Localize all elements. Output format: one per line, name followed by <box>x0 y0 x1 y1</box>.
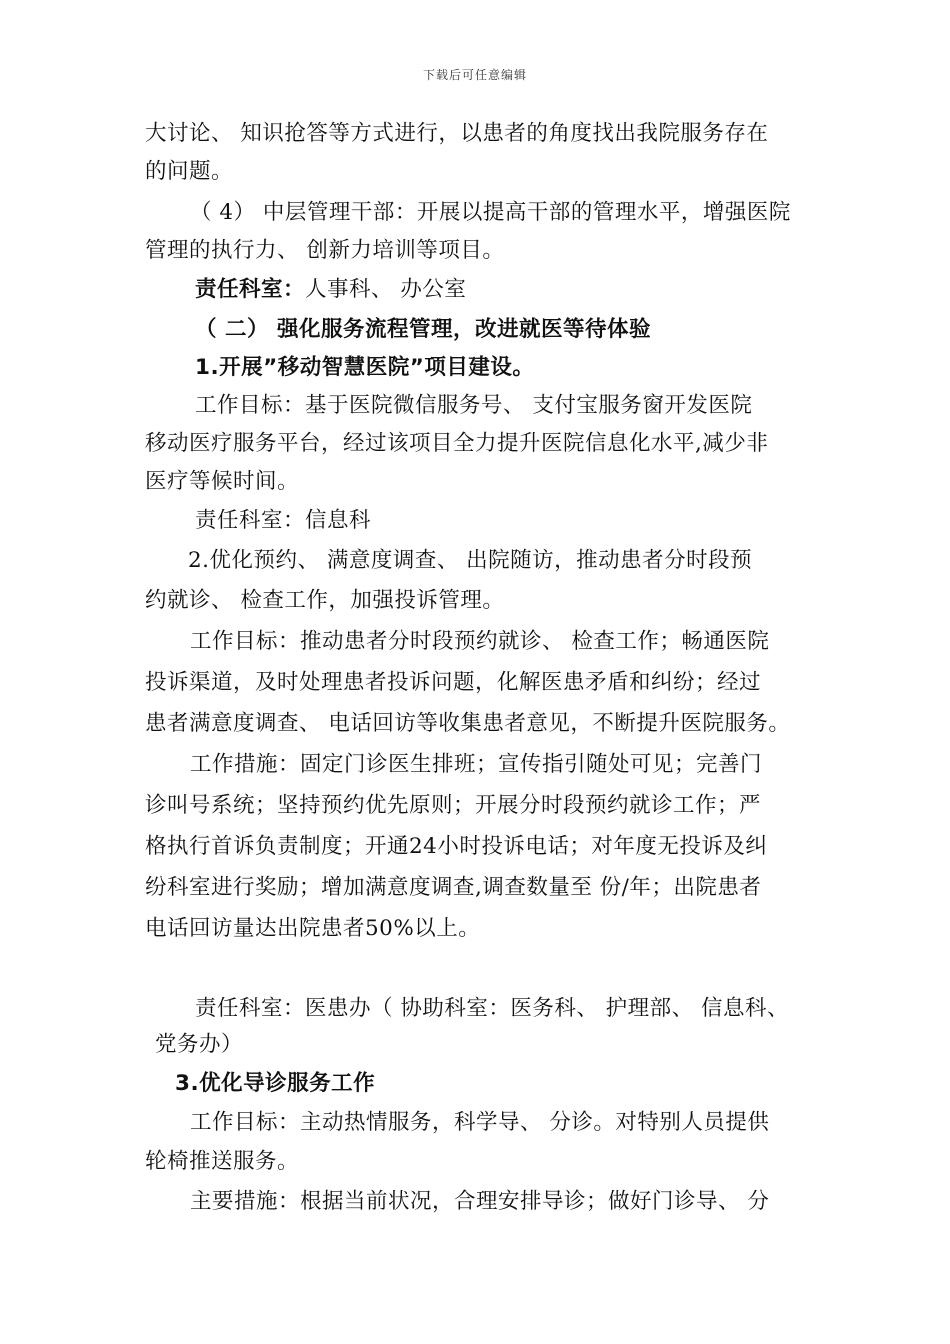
text-line: （ 4） 中层管理干部：开展以提高干部的管理水平，增强医院 <box>190 200 791 225</box>
page-header: 下载后可任意编辑 <box>422 68 527 82</box>
text-line: 责任科室：医患办（ 协助科室：医务科、 护理部、 信息科、 <box>195 996 790 1021</box>
text-line: 医疗等候时间。 <box>145 469 300 494</box>
text-line: 投诉渠道，及时处理患者投诉问题，化解医患矛盾和纠纷；经过 <box>145 670 762 695</box>
text-line: 移动医疗服务平台，经过该项目全力提升医院信息化水平,减少非 <box>145 431 769 456</box>
text-line: 党务办） <box>155 1032 244 1057</box>
text: 人事科、 办公室 <box>305 277 467 302</box>
text-line: 工作措施：固定门诊医生排班；宣传指引随处可见；完善门 <box>190 752 763 777</box>
text-line: 电话回访量达出院患者50%以上。 <box>145 916 481 941</box>
text-line: 轮椅推送服务。 <box>145 1149 300 1174</box>
text-line: 工作目标：主动热情服务，科学导、 分诊。对特别人员提供 <box>190 1110 770 1135</box>
text-line: 约就诊、 检查工作，加强投诉管理。 <box>145 588 505 613</box>
text-line: 纷科室进行奖励；增加满意度调查,调查数量至 份/年；出院患者 <box>145 875 762 900</box>
text-line: 格执行首诉负责制度；开通24小时投诉电话；对年度无投诉及纠 <box>145 834 768 859</box>
subsection-heading: 1.开展”移动智慧医院”项目建设。 <box>195 355 535 380</box>
label: 责任科室： <box>195 277 306 302</box>
section-heading: （ 二） 强化服务流程管理，改进就医等待体验 <box>195 317 651 342</box>
text-line: 患者满意度调查、 电话回访等收集患者意见，不断提升医院服务。 <box>145 711 791 736</box>
text-line: 主要措施：根据当前状况，合理安排导诊；做好门诊导、 分 <box>190 1189 770 1214</box>
text-line: 大讨论、 知识抢答等方式进行，以患者的角度找出我院服务存在 <box>145 121 769 146</box>
text-line: 责任科室：信息科 <box>195 508 372 533</box>
text-line: 2.优化预约、 满意度调查、 出院随访，推动患者分时段预 <box>188 548 753 573</box>
subsection-heading: 3.优化导诊服务工作 <box>175 1071 376 1096</box>
text-line: 工作目标：基于医院微信服务号、 支付宝服务窗开发医院 <box>195 393 753 418</box>
text-line: 工作目标：推动患者分时段预约就诊、 检查工作；畅通医院 <box>190 629 770 654</box>
text-line: 诊叫号系统；坚持预约优先原则；开展分时段预约就诊工作；严 <box>145 793 762 818</box>
text-line: 管理的执行力、 创新力培训等项目。 <box>145 238 505 263</box>
section-responsibility <box>195 275 466 305</box>
text-line: 的问题。 <box>145 159 234 184</box>
